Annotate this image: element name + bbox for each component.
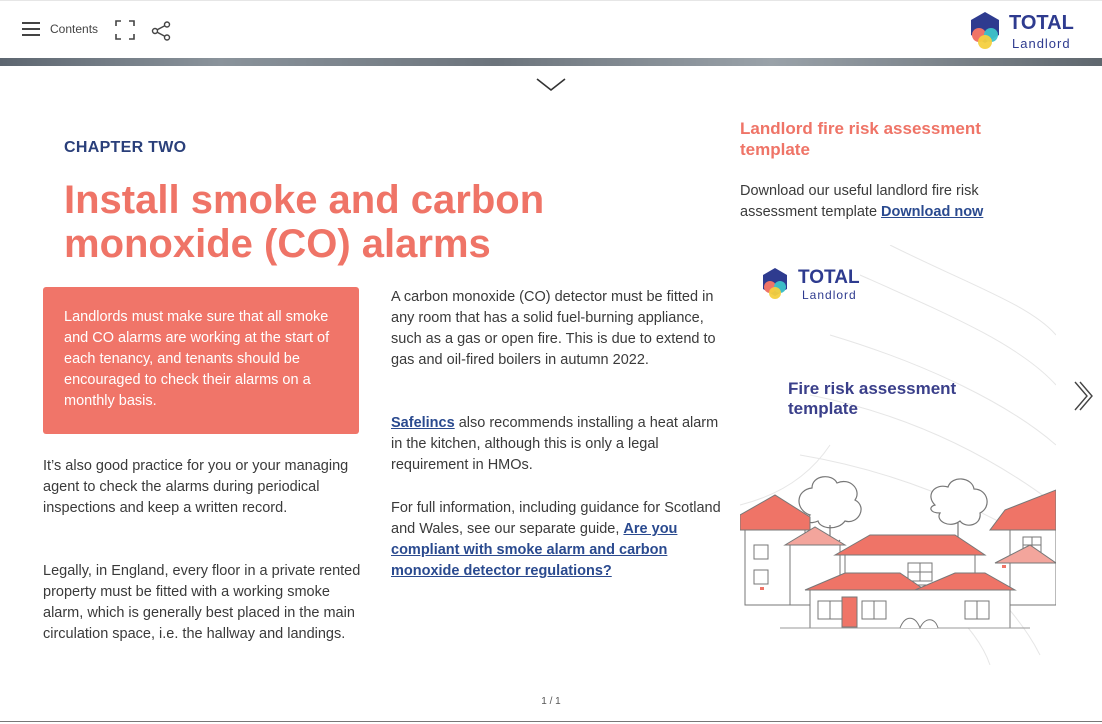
logo-word-landlord: Landlord <box>1012 36 1071 51</box>
contents-label: Contents <box>50 22 99 36</box>
sidebar-text <box>740 181 1030 223</box>
paragraph-legal-england: Legally, in England, every floor in a private rented property must be fitted with a working smoke alarm, which is generally best placed in the main circulation space, i.e. the hallway and landings. <box>43 563 361 642</box>
template-cover-illustration <box>740 245 1056 665</box>
callout-box: Landlords must make sure that all smoke and CO alarms are working at the start of each tenancy, and tenants should be encouraged to check their alarms on a monthly basis. <box>43 287 359 434</box>
bottom-divider <box>0 721 1102 722</box>
chapter-label: CHAPTER TWO <box>64 139 187 156</box>
paragraph-good-practice: It’s also good practice for you or your managing agent to check the alarms during periodical inspections and keep a written record. <box>43 458 349 516</box>
top-toolbar <box>0 0 1102 59</box>
logo-word-total: TOTAL <box>1009 12 1074 34</box>
chevron-right-icon[interactable] <box>1070 378 1094 414</box>
safelincs-link[interactable]: Safelincs <box>391 415 455 431</box>
heat-alarm-text: also recommends installing a heat alarm in the kitchen, although this is only a legal requirement in HMOs. <box>391 415 719 473</box>
paragraph-full-information <box>391 498 721 582</box>
page-title: Install smoke and carbon monoxide (CO) alarms <box>64 178 545 266</box>
share-icon[interactable] <box>151 21 171 41</box>
contents-menu-button[interactable] <box>22 22 98 36</box>
hamburger-icon <box>22 22 40 36</box>
fullscreen-icon[interactable] <box>115 20 135 40</box>
full-info-text: For full information, including guidance for Scotland and Wales, see our separate guide, <box>391 500 721 537</box>
total-landlord-logo[interactable] <box>966 9 1086 53</box>
header-image-strip <box>0 58 1102 66</box>
paragraph-co-detector: A carbon monoxide (CO) detector must be fitted in any room that has a solid fuel-burning appliance, such as a gas or open fire. This is due to extend to gas and oil-fired boilers in autumn 2022. <box>391 289 716 368</box>
card-logo-word-landlord: Landlord <box>802 288 857 302</box>
compliance-guide-link[interactable]: Are you compliant with smoke alarm and carbon monoxide detector regulations? <box>391 521 678 579</box>
card-title: Fire risk assessment template <box>788 379 957 418</box>
page-indicator: 1 / 1 <box>541 696 561 707</box>
sidebar-download-text: Download our useful landlord fire risk assessment template <box>740 183 979 220</box>
card-logo-word-total: TOTAL <box>798 267 860 288</box>
sidebar-heading: Landlord fire risk assessment template <box>740 119 981 159</box>
template-cover-card[interactable] <box>740 245 1056 665</box>
download-now-link[interactable]: Download now <box>881 204 984 220</box>
paragraph-heat-alarm <box>391 413 721 476</box>
chevron-down-icon[interactable] <box>535 76 567 94</box>
